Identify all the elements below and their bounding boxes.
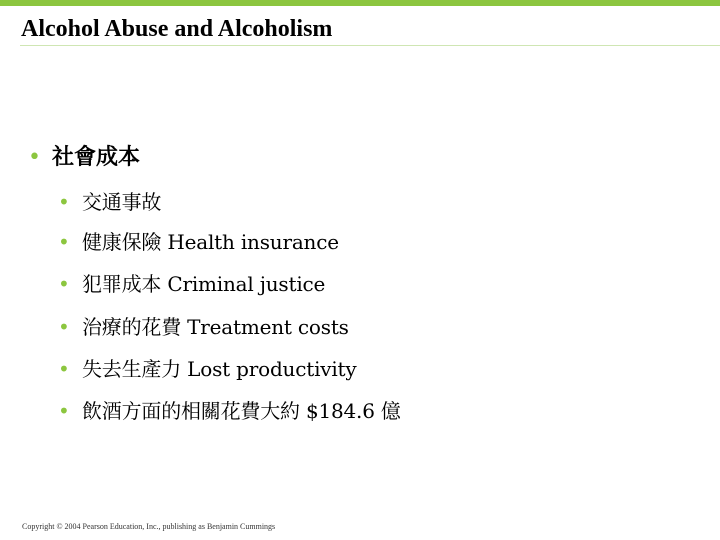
bullet-dot-icon: • (58, 230, 70, 254)
copyright-footer: Copyright © 2004 Pearson Education, Inc., publishing as Benjamin Cummings (22, 522, 276, 531)
sub-bullet-text: 失去生產力 Lost productivity (82, 357, 357, 381)
bullet-dot-icon: • (28, 145, 41, 170)
bullet-dot-icon: • (58, 190, 70, 214)
bullet-dot-icon: • (58, 315, 70, 339)
sub-bullet-text: 治療的花費 Treatment costs (82, 315, 349, 339)
bullet-dot-icon: • (58, 357, 70, 381)
sub-bullet-text: 犯罪成本 Criminal justice (82, 272, 326, 296)
sub-bullet-criminal-justice (58, 269, 325, 299)
slide-title: Alcohol Abuse and Alcoholism (21, 16, 333, 42)
bullet-dot-icon: • (58, 399, 70, 423)
sub-bullet-health-insurance (58, 227, 339, 257)
main-bullet-text: 社會成本 (52, 145, 141, 170)
main-bullet (28, 143, 140, 173)
sub-bullet-text: 飲酒方面的相關花費大約 $184.6 億 (82, 399, 401, 423)
bullet-dot-icon: • (58, 272, 70, 296)
sub-bullet-treatment-costs (58, 312, 349, 342)
sub-bullet-total-cost (58, 396, 401, 426)
sub-bullet-text: 健康保險 Health insurance (82, 230, 339, 254)
sub-bullet-lost-productivity (58, 354, 357, 384)
sub-bullet-text: 交通事故 (82, 190, 162, 214)
sub-bullet-traffic (58, 187, 161, 217)
